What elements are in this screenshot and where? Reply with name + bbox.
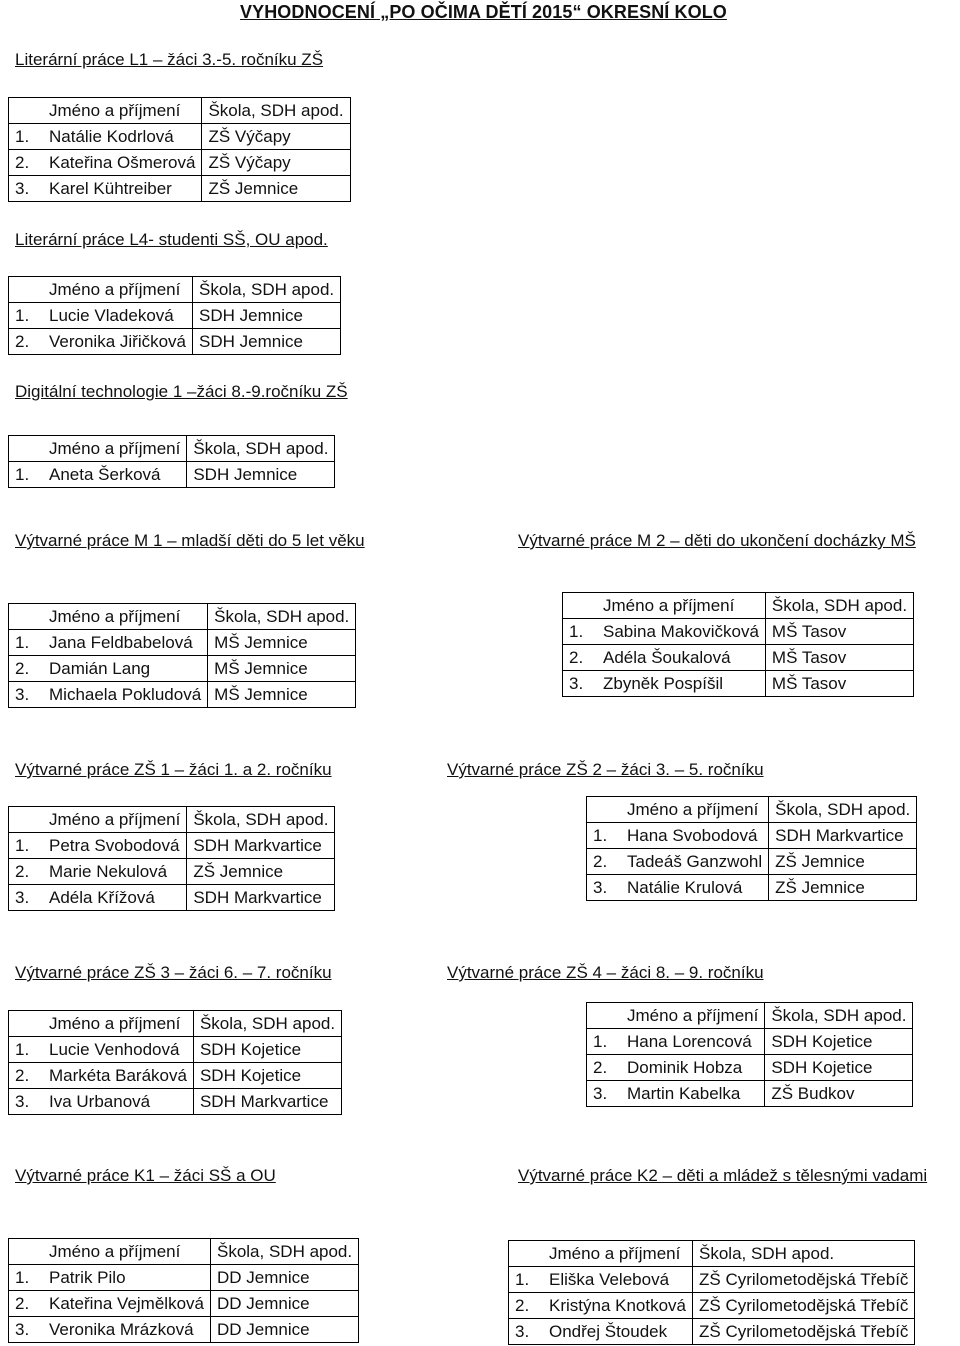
results-table-art-zs4 <box>586 1002 913 1107</box>
results-table-art-zs2 <box>586 796 917 901</box>
table-row: 1. Hana Svobodová SDH Markvartice <box>587 823 917 849</box>
table-row: 2. Damián Lang MŠ Jemnice <box>9 656 356 682</box>
section-heading-art-k1: Výtvarné práce K1 – žáci SŠ a OU <box>15 1166 276 1185</box>
column-header-school: Škola, SDH apod. <box>193 1011 341 1037</box>
column-header-name: Jméno a příjmení <box>621 797 769 823</box>
table-row: 3. Natálie Krulová ZŠ Jemnice <box>587 875 917 901</box>
section-heading-literary-l1: Literární práce L1 – žáci 3.-5. ročníku ZŠ <box>15 50 324 69</box>
table-row: 3. Adéla Křížová SDH Markvartice <box>9 885 335 911</box>
section-heading-digital-1: Digitální technologie 1 –žáci 8.-9.ročníku ZŠ <box>15 382 348 401</box>
results-table-literary-l1 <box>8 97 351 202</box>
table-row: 2. Kateřina Vejmělková DD Jemnice <box>9 1291 359 1317</box>
results-table-art-zs3 <box>8 1010 342 1115</box>
results-table-art-m1 <box>8 603 356 708</box>
table-row: 3. Ondřej Štoudek ZŠ Cyrilometodějská Třebíč <box>509 1319 915 1345</box>
table-row: 1. Patrik Pilo DD Jemnice <box>9 1265 359 1291</box>
column-header-name: Jméno a příjmení <box>43 436 187 462</box>
column-header-school: Škola, SDH apod. <box>187 436 335 462</box>
column-header-name: Jméno a příjmení <box>43 98 202 124</box>
column-header-school: Škola, SDH apod. <box>210 1239 358 1265</box>
table-row: 1. Eliška Velebová ZŠ Cyrilometodějská Třebíč <box>509 1267 915 1293</box>
column-header-name: Jméno a příjmení <box>43 277 193 303</box>
column-header-school: Škola, SDH apod. <box>765 593 913 619</box>
table-row: 3. Michaela Pokludová MŠ Jemnice <box>9 682 356 708</box>
page-title: VYHODNOCENÍ „PO OČIMA DĚTÍ 2015“ OKRESNÍ KOLO <box>240 2 727 22</box>
section-heading-art-zs3: Výtvarné práce ZŠ 3 – žáci 6. – 7. ročníku <box>15 963 332 982</box>
results-table-digital-1 <box>8 435 335 488</box>
section-heading-art-zs1: Výtvarné práce ZŠ 1 – žáci 1. a 2. ročníku <box>15 760 332 779</box>
table-row: 1. Lucie Vladeková SDH Jemnice <box>9 303 341 329</box>
column-header-name: Jméno a příjmení <box>543 1241 693 1267</box>
table-row: 3. Martin Kabelka ZŠ Budkov <box>587 1081 913 1107</box>
table-row: 3. Zbyněk Pospíšil MŠ Tasov <box>563 671 914 697</box>
table-row: 1. Lucie Venhodová SDH Kojetice <box>9 1037 342 1063</box>
column-header-school: Škola, SDH apod. <box>693 1241 915 1267</box>
table-row: 2. Adéla Šoukalová MŠ Tasov <box>563 645 914 671</box>
column-header-school: Škola, SDH apod. <box>187 807 335 833</box>
section-heading-literary-l4: Literární práce L4- studenti SŠ, OU apod. <box>15 230 328 249</box>
section-heading-art-zs4: Výtvarné práce ZŠ 4 – žáci 8. – 9. ročníku <box>447 963 764 982</box>
column-header-name: Jméno a příjmení <box>597 593 765 619</box>
section-heading-art-k2: Výtvarné práce K2 – děti a mládež s tělesnými vadami <box>518 1166 928 1185</box>
table-row: 3. Karel Kühtreiber ZŠ Jemnice <box>9 176 351 202</box>
table-row: 3. Iva Urbanová SDH Markvartice <box>9 1089 342 1115</box>
column-header-name: Jméno a příjmení <box>43 604 208 630</box>
table-row: 2. Kateřina Ošmerová ZŠ Výčapy <box>9 150 351 176</box>
column-header-school: Škola, SDH apod. <box>769 797 917 823</box>
results-table-literary-l4 <box>8 276 341 355</box>
section-heading-art-zs2: Výtvarné práce ZŠ 2 – žáci 3. – 5. ročníku <box>447 760 764 779</box>
column-header-name: Jméno a příjmení <box>621 1003 765 1029</box>
table-row: 2. Dominik Hobza SDH Kojetice <box>587 1055 913 1081</box>
table-row: 2. Tadeáš Ganzwohl ZŠ Jemnice <box>587 849 917 875</box>
section-heading-art-m1: Výtvarné práce M 1 – mladší děti do 5 let věku <box>15 531 365 550</box>
table-row: 1. Aneta Šerková SDH Jemnice <box>9 462 335 488</box>
results-table-art-k1 <box>8 1238 359 1343</box>
column-header-name: Jméno a příjmení <box>43 1011 193 1037</box>
column-header-school: Škola, SDH apod. <box>208 604 356 630</box>
table-row: 2. Marie Nekulová ZŠ Jemnice <box>9 859 335 885</box>
results-table-art-zs1 <box>8 806 335 911</box>
table-row: 1. Jana Feldbabelová MŠ Jemnice <box>9 630 356 656</box>
table-row: 2. Markéta Baráková SDH Kojetice <box>9 1063 342 1089</box>
column-header-school: Škola, SDH apod. <box>202 98 350 124</box>
table-row: 1. Sabina Makovičková MŠ Tasov <box>563 619 914 645</box>
results-table-art-m2 <box>562 592 914 697</box>
table-row: 1. Hana Lorencová SDH Kojetice <box>587 1029 913 1055</box>
section-heading-art-m2: Výtvarné práce M 2 – děti do ukončení docházky MŠ <box>518 531 916 550</box>
results-table-art-k2 <box>508 1240 915 1345</box>
table-row: 2. Veronika Jiřičková SDH Jemnice <box>9 329 341 355</box>
table-row: 3. Veronika Mrázková DD Jemnice <box>9 1317 359 1343</box>
column-header-name: Jméno a příjmení <box>43 1239 210 1265</box>
column-header-school: Škola, SDH apod. <box>193 277 341 303</box>
table-row: 1. Natálie Kodrlová ZŠ Výčapy <box>9 124 351 150</box>
column-header-name: Jméno a příjmení <box>43 807 187 833</box>
table-row: 2. Kristýna Knotková ZŠ Cyrilometodějská Třebíč <box>509 1293 915 1319</box>
table-row: 1. Petra Svobodová SDH Markvartice <box>9 833 335 859</box>
column-header-school: Škola, SDH apod. <box>765 1003 913 1029</box>
